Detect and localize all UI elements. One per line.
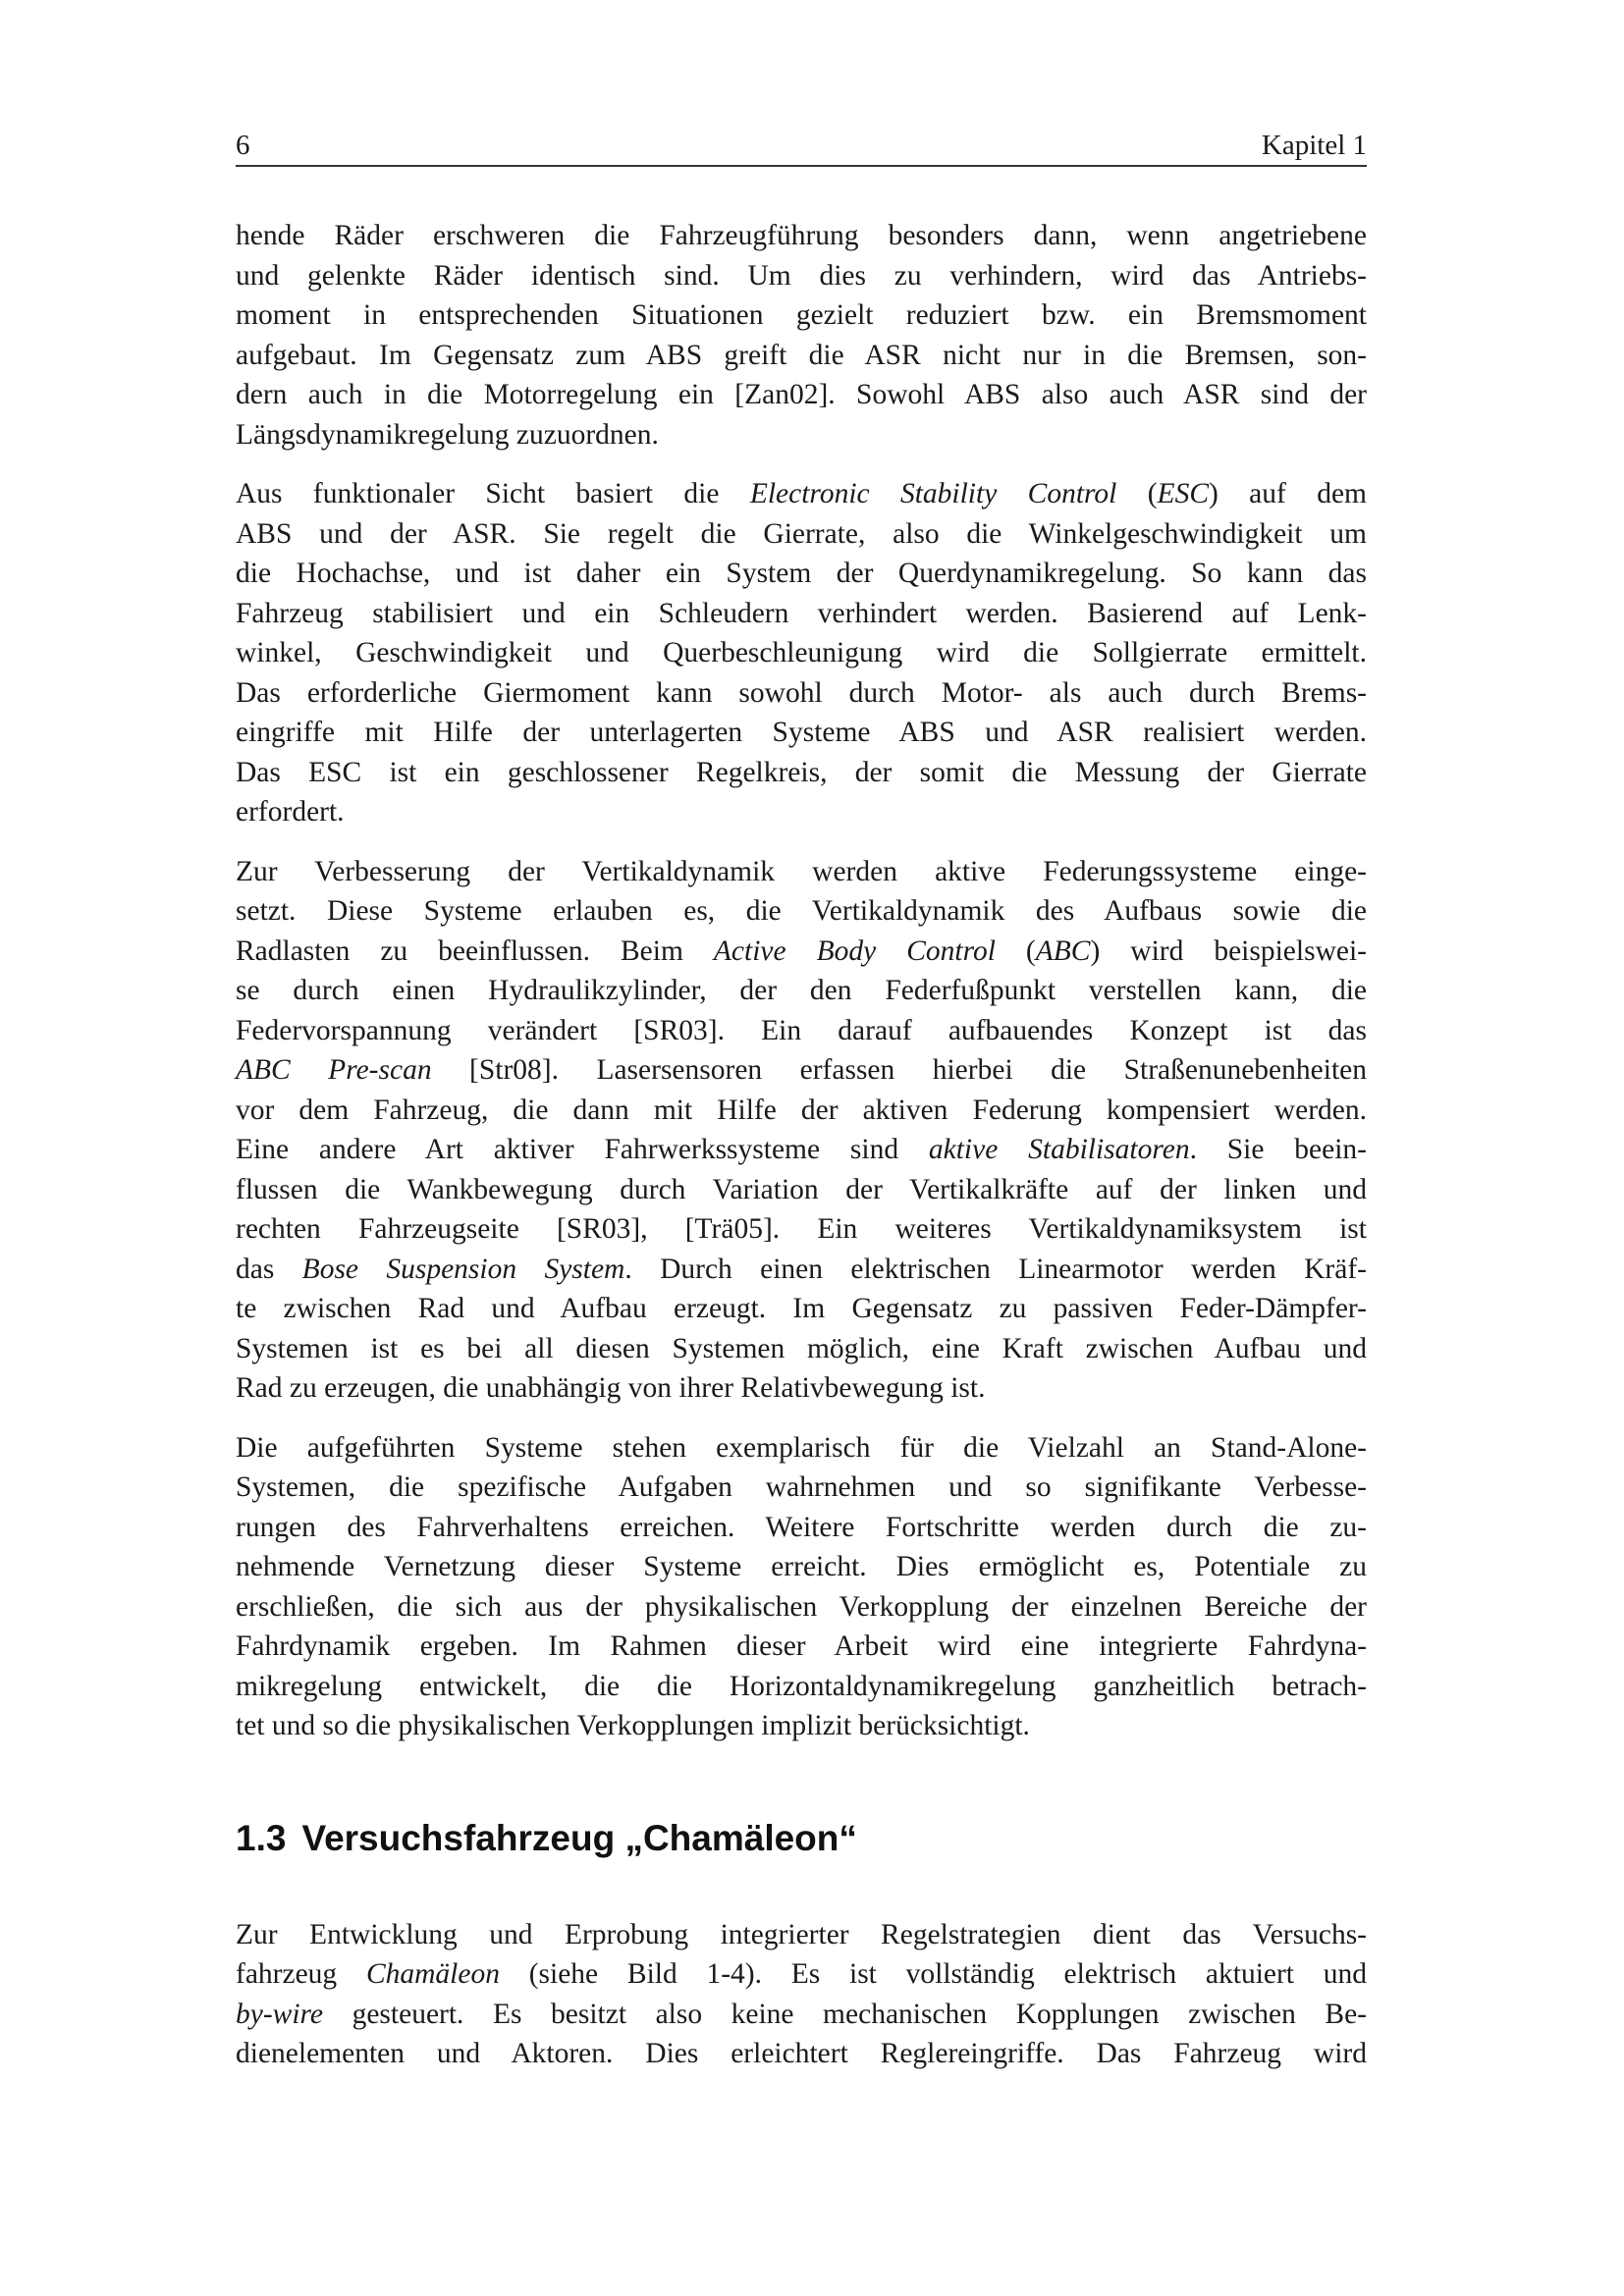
text-line: dienelementen und Aktoren. Dies erleichtert Reglereingriffe. Das Fahrzeug wird [236, 2038, 1367, 2069]
term-bose: Bose Suspension System [301, 1253, 625, 1285]
paragraph-esc [236, 474, 1367, 832]
text-line: mikregelung entwickelt, die die Horizontaldynamikregelung ganzheitlich betrach- [236, 1670, 1367, 1702]
text-line [236, 932, 1367, 972]
section-title: Versuchsfahrzeug „Chamäleon“ [301, 1817, 857, 1858]
text-line: tet und so die physikalischen Verkopplungen implizit berücksichtigt. [236, 1710, 1030, 1741]
text-line: Federvorspannung verändert [SR03]. Ein darauf aufbauendes Konzept ist das [236, 1014, 1367, 1046]
text-line: rechten Fahrzeugseite [SR03], [Trä05]. Ein weiteres Vertikaldynamiksystem ist [236, 1213, 1367, 1245]
text-segment: Aus funktionaler Sicht basiert die [236, 478, 750, 509]
section-number: 1.3 [236, 1817, 287, 1858]
text-line: moment in entsprechenden Situationen gezielt reduziert bzw. ein Bremsmoment [236, 299, 1367, 331]
text-segment: ( [995, 934, 1036, 967]
term-abc: Active Body Control [713, 934, 996, 967]
text-segment: (siehe Bild 1-4). Es ist vollständig elektrisch aktuiert und [499, 1958, 1367, 1990]
text-line: hende Räder erschweren die Fahrzeugführung besonders dann, wenn angetriebene [236, 220, 1367, 251]
text-line: vor dem Fahrzeug, die dann mit Hilfe der aktiven Federung kompensiert werden. [236, 1094, 1367, 1126]
text-line: se durch einen Hydraulikzylinder, der den Federfußpunkt verstellen kann, die [236, 975, 1367, 1006]
text-line: Zur Entwicklung und Erprobung integrierter Regelstrategien dient das Versuchs- [236, 1918, 1367, 1950]
text-line: Rad zu erzeugen, die unabhängig von ihrer Relativbewegung ist. [236, 1372, 986, 1404]
text-line: te zwischen Rad und Aufbau erzeugt. Im Gegensatz zu passiven Feder-Dämpfer- [236, 1293, 1367, 1324]
paragraph-vertikaldynamik [236, 852, 1367, 1409]
text-line: aufgebaut. Im Gegensatz zum ABS greift die ASR nicht nur in die Bremsen, son- [236, 339, 1367, 371]
running-head [236, 126, 1367, 167]
text-line [236, 1995, 1367, 2035]
text-line: flussen die Wankbewegung durch Variation der Vertikalkräfte auf der linken und [236, 1173, 1367, 1205]
term-stabilisatoren: aktive Stabilisatoren [928, 1134, 1190, 1165]
text-line: erfordert. [236, 796, 345, 828]
text-line: und gelenkte Räder identisch sind. Um dies zu verhindern, wird das Antriebs- [236, 259, 1367, 292]
text-segment: das [236, 1253, 302, 1285]
text-segment: ( [1116, 478, 1158, 509]
text-line: erschließen, die sich aus der physikalischen Verkopplung der einzelnen Bereiche der [236, 1590, 1367, 1623]
text-line: Die aufgeführten Systeme stehen exemplarisch für die Vielzahl an Stand-Alone- [236, 1431, 1367, 1464]
text-line: dern auch in die Motorregelung ein [Zan02]. Sowohl ABS also auch ASR sind der [236, 379, 1367, 410]
text-line: eingriffe mit Hilfe der unterlagerten Systeme ABS und ASR realisiert werden. [236, 717, 1367, 748]
text-line [236, 474, 1367, 514]
text-segment: [Str08]. Lasersensoren erfassen hierbei die Straßenunebenheiten [431, 1054, 1367, 1086]
paragraph-asr [236, 216, 1367, 454]
paragraph-vernetzung [236, 1428, 1367, 1746]
text-line: die Hochachse, und ist daher ein System der Querdynamikregelung. So kann das [236, 558, 1367, 589]
text-segment: Radlasten zu beeinflussen. Beim [236, 934, 714, 967]
term-abc-prescan: ABC Pre-scan [236, 1054, 432, 1086]
text-line: Fahrzeug stabilisiert und ein Schleudern verhindert werden. Basierend auf Lenk- [236, 597, 1367, 629]
text-line [236, 1250, 1367, 1290]
text-line: setzt. Diese Systeme erlauben es, die Vertikaldynamik des Aufbaus sowie die [236, 895, 1367, 927]
text-segment: ) auf dem [1209, 478, 1367, 509]
page-number: 6 [236, 130, 250, 161]
text-line: winkel, Geschwindigkeit und Querbeschleunigung wird die Sollgierrate ermittelt. [236, 637, 1367, 668]
term-by-wire: by-wire [236, 1998, 324, 2030]
body-text [236, 216, 1367, 2074]
paragraph-chamaeleon [236, 1915, 1367, 2074]
text-line: Fahrdynamik ergeben. Im Rahmen dieser Arbeit wird eine integrierte Fahrdyna- [236, 1630, 1367, 1662]
term-abbr: ESC [1157, 478, 1209, 509]
text-line: ABS und der ASR. Sie regelt die Gierrate, also die Winkelgeschwindigkeit um [236, 517, 1367, 550]
text-segment: . Durch einen elektrischen Linearmotor werden Kräf- [624, 1253, 1368, 1285]
text-segment: Eine andere Art aktiver Fahrwerkssysteme sind [236, 1134, 929, 1165]
section-heading [236, 1815, 1367, 1862]
chapter-label: Kapitel 1 [1261, 130, 1367, 161]
term-esc: Electronic Stability Control [749, 478, 1117, 509]
text-line [236, 1050, 1367, 1091]
text-line [236, 1954, 1367, 1995]
text-line: Systemen ist es bei all diesen Systemen möglich, eine Kraft zwischen Aufbau und [236, 1332, 1367, 1364]
text-segment: . Sie beein- [1189, 1134, 1367, 1165]
term-abbr: ABC [1035, 934, 1091, 967]
text-segment: ) wird beispielswei- [1090, 934, 1367, 967]
text-line [236, 1130, 1367, 1170]
text-segment: gesteuert. Es besitzt also keine mechanischen Kopplungen zwischen Be- [323, 1998, 1367, 2030]
text-segment: fahrzeug [236, 1958, 366, 1990]
text-line: rungen des Fahrverhaltens erreichen. Weitere Fortschritte werden durch die zu- [236, 1511, 1367, 1543]
text-line: nehmende Vernetzung dieser Systeme erreicht. Dies ermöglicht es, Potentiale zu [236, 1551, 1367, 1582]
text-line: Das ESC ist ein geschlossener Regelkreis, der somit die Messung der Gierrate [236, 756, 1367, 788]
term-chamaeleon: Chamäleon [365, 1958, 500, 1990]
text-line: Systemen, die spezifische Aufgaben wahrnehmen und so signifikante Verbesse- [236, 1471, 1367, 1503]
text-line: Das erforderliche Giermoment kann sowohl durch Motor- als auch durch Brems- [236, 676, 1367, 709]
page [236, 126, 1367, 2094]
text-line: Zur Verbesserung der Vertikaldynamik werden aktive Federungssysteme einge- [236, 855, 1367, 887]
text-line: Längsdynamikregelung zuzuordnen. [236, 418, 659, 451]
